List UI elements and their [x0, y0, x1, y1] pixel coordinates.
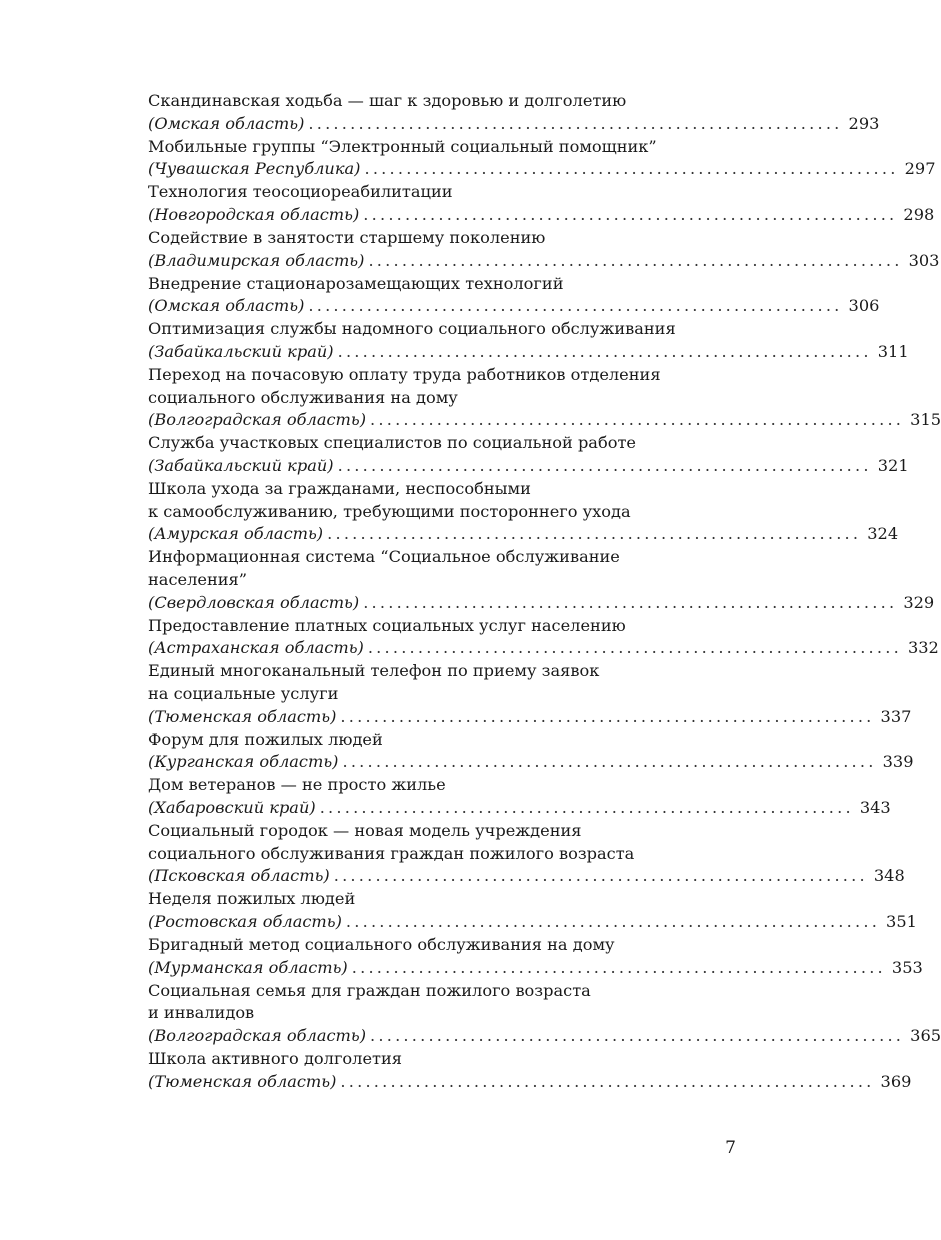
dot-leader: ................................................................ [319, 797, 854, 817]
toc-entry-region: (Новгородская область) [148, 204, 360, 224]
toc-entry-page: 306 [848, 296, 880, 316]
toc-entry-page: 293 [848, 113, 880, 133]
toc-entry-page: 348 [873, 866, 905, 886]
toc-entry [148, 934, 923, 979]
toc-entry [148, 888, 917, 933]
toc-entry-page: 315 [910, 410, 941, 430]
toc-entry-leader-line [148, 911, 917, 934]
dot-leader: ................................................................ [364, 159, 899, 179]
page-number: 7 [725, 1138, 736, 1158]
toc-entry-page: 369 [880, 1071, 912, 1091]
toc-entry-title: Содействие в занятости старшему поколению [148, 228, 546, 248]
toc-entry-leader-line [148, 637, 939, 660]
toc-entry-leader-line [148, 957, 923, 980]
dot-leader: ................................................................ [337, 342, 872, 362]
toc-entry-region: (Курганская область) [148, 752, 339, 772]
toc-entry-title: Единый многоканальный телефон по приему заявок [148, 661, 600, 681]
table-of-contents [148, 90, 941, 1094]
toc-entry-leader-line [148, 1071, 912, 1094]
toc-entry-region: (Владимирская область) [148, 250, 365, 270]
toc-entry-page: 311 [877, 342, 909, 362]
toc-entry-leader-line [148, 706, 912, 729]
toc-entry [148, 227, 940, 272]
toc-entry [148, 729, 914, 774]
toc-entry-region: (Омская область) [148, 113, 305, 133]
toc-entry-region: (Ростовская область) [148, 911, 342, 931]
dot-leader: ................................................................ [370, 1025, 905, 1045]
toc-entry-leader-line [148, 158, 936, 181]
toc-entry-page: 303 [908, 250, 940, 270]
toc-entry-region: (Астраханская область) [148, 638, 364, 658]
toc-entry-leader-line [148, 751, 914, 774]
dot-leader: ................................................................ [308, 113, 843, 133]
toc-entry-page: 298 [903, 204, 935, 224]
toc-entry [148, 273, 880, 318]
toc-entry-title: Форум для пожилых людей [148, 729, 383, 749]
dot-leader: ................................................................ [351, 957, 886, 977]
toc-entry-title: социального обслуживания граждан пожилого возраста [148, 843, 635, 863]
toc-entry-title: Мобильные группы “Электронный социальный помощник” [148, 136, 657, 156]
toc-entry-title: Социальный городок — новая модель учреждения [148, 821, 582, 840]
toc-entry-leader-line [148, 204, 935, 227]
toc-entry-leader-line [148, 455, 909, 478]
toc-entry-title: Оптимизация службы надомного социального обслуживания [148, 319, 676, 339]
toc-entry [148, 364, 941, 432]
toc-entry [148, 774, 891, 819]
toc-entry-title: на социальные услуги [148, 683, 339, 703]
toc-entry-title: Технология теосоциореабилитации [148, 182, 453, 202]
toc-entry-region: (Волгоградская область) [148, 410, 367, 430]
dot-leader: ................................................................ [370, 410, 905, 430]
toc-entry-leader-line [148, 1025, 941, 1048]
toc-entry-title: Переход на почасовую оплату труда работников отделения [148, 365, 661, 385]
toc-entry-leader-line [148, 409, 941, 432]
toc-entry-title: Школа ухода за гражданами, неспособными [148, 479, 531, 499]
dot-leader: ................................................................ [337, 456, 872, 475]
toc-entry-page: 332 [907, 638, 939, 658]
dot-leader: ................................................................ [367, 638, 902, 658]
toc-entry-region: (Мурманская область) [148, 957, 348, 977]
toc-entry-title: населения” [148, 569, 248, 589]
toc-entry-leader-line [148, 250, 940, 273]
toc-entry-leader-line [148, 295, 880, 318]
toc-entry [148, 432, 909, 477]
dot-leader: ................................................................ [342, 752, 877, 772]
toc-entry [148, 136, 936, 181]
dot-leader: ................................................................ [340, 706, 875, 726]
toc-entry-leader-line [148, 865, 905, 888]
toc-entry-title: Социальная семья для граждан пожилого возраста [148, 980, 591, 1000]
toc-entry-region: (Забайкальский край) [148, 342, 334, 362]
toc-entry-page: 321 [877, 456, 909, 475]
toc-entry-region: (Хабаровский край) [148, 797, 316, 817]
toc-entry-region: (Свердловская область) [148, 592, 360, 612]
toc-entry-region: (Забайкальский край) [148, 456, 334, 475]
toc-entry [148, 181, 935, 226]
dot-leader: ................................................................ [345, 911, 881, 931]
toc-entry [148, 615, 939, 660]
toc-entry-title: Внедрение стационарозамещающих технологий [148, 273, 564, 293]
toc-entry-region: (Волгоградская область) [148, 1025, 367, 1045]
toc-entry-title: Информационная система “Социальное обслуживание [148, 547, 620, 567]
toc-entry-page: 297 [904, 159, 936, 179]
toc-entry-page: 351 [886, 911, 917, 931]
toc-entry-leader-line [148, 341, 909, 364]
toc-entry [148, 1048, 912, 1093]
toc-entry-region: (Тюменская область) [148, 1071, 337, 1091]
toc-entry-title: социального обслуживания на дому [148, 387, 458, 407]
toc-entry [148, 546, 935, 614]
dot-leader: ................................................................ [368, 250, 903, 270]
toc-entry-title: Служба участковых специалистов по социальной работе [148, 433, 636, 453]
toc-entry-title: и инвалидов [148, 1003, 255, 1023]
dot-leader: ................................................................ [363, 204, 898, 224]
toc-entry-title: Предоставление платных социальных услуг населению [148, 615, 626, 635]
toc-entry-region: (Амурская область) [148, 524, 324, 544]
toc-entry-page: 353 [891, 957, 923, 977]
toc-entry-leader-line [148, 113, 880, 136]
toc-entry-title: Дом ветеранов — не просто жилье [148, 775, 446, 795]
toc-entry [148, 318, 909, 363]
toc-entry-page: 329 [903, 592, 935, 612]
toc-entry [148, 980, 941, 1048]
toc-entry [148, 660, 912, 728]
dot-leader: ................................................................ [333, 866, 868, 886]
toc-entry-region: (Чувашская Республика) [148, 159, 361, 179]
dot-leader: ................................................................ [308, 296, 843, 316]
toc-entry [148, 820, 905, 888]
toc-entry-page: 365 [910, 1025, 941, 1045]
toc-entry-region: (Омская область) [148, 296, 305, 316]
dot-leader: ................................................................ [340, 1071, 875, 1091]
toc-entry-leader-line [148, 592, 935, 615]
toc-entry-title: Неделя пожилых людей [148, 889, 356, 909]
toc-entry-region: (Псковская область) [148, 866, 330, 886]
toc-entry-title: к самообслуживанию, требующими постороннего ухода [148, 501, 631, 521]
toc-entry-page: 324 [867, 524, 899, 544]
toc-entry [148, 478, 899, 546]
toc-entry-leader-line [148, 797, 891, 820]
toc-entry-title: Бригадный метод социального обслуживания на дому [148, 934, 615, 954]
toc-entry-page: 339 [882, 752, 914, 772]
toc-entry-page: 337 [880, 706, 912, 726]
toc-entry [148, 90, 880, 135]
dot-leader: ................................................................ [327, 524, 862, 544]
toc-entry-region: (Тюменская область) [148, 706, 337, 726]
dot-leader: ................................................................ [363, 592, 898, 612]
toc-entry-title: Скандинавская ходьба — шаг к здоровью и долголетию [148, 91, 627, 110]
toc-entry-page: 343 [859, 797, 891, 817]
toc-entry-title: Школа активного долголетия [148, 1048, 402, 1068]
toc-entry-leader-line [148, 523, 899, 546]
